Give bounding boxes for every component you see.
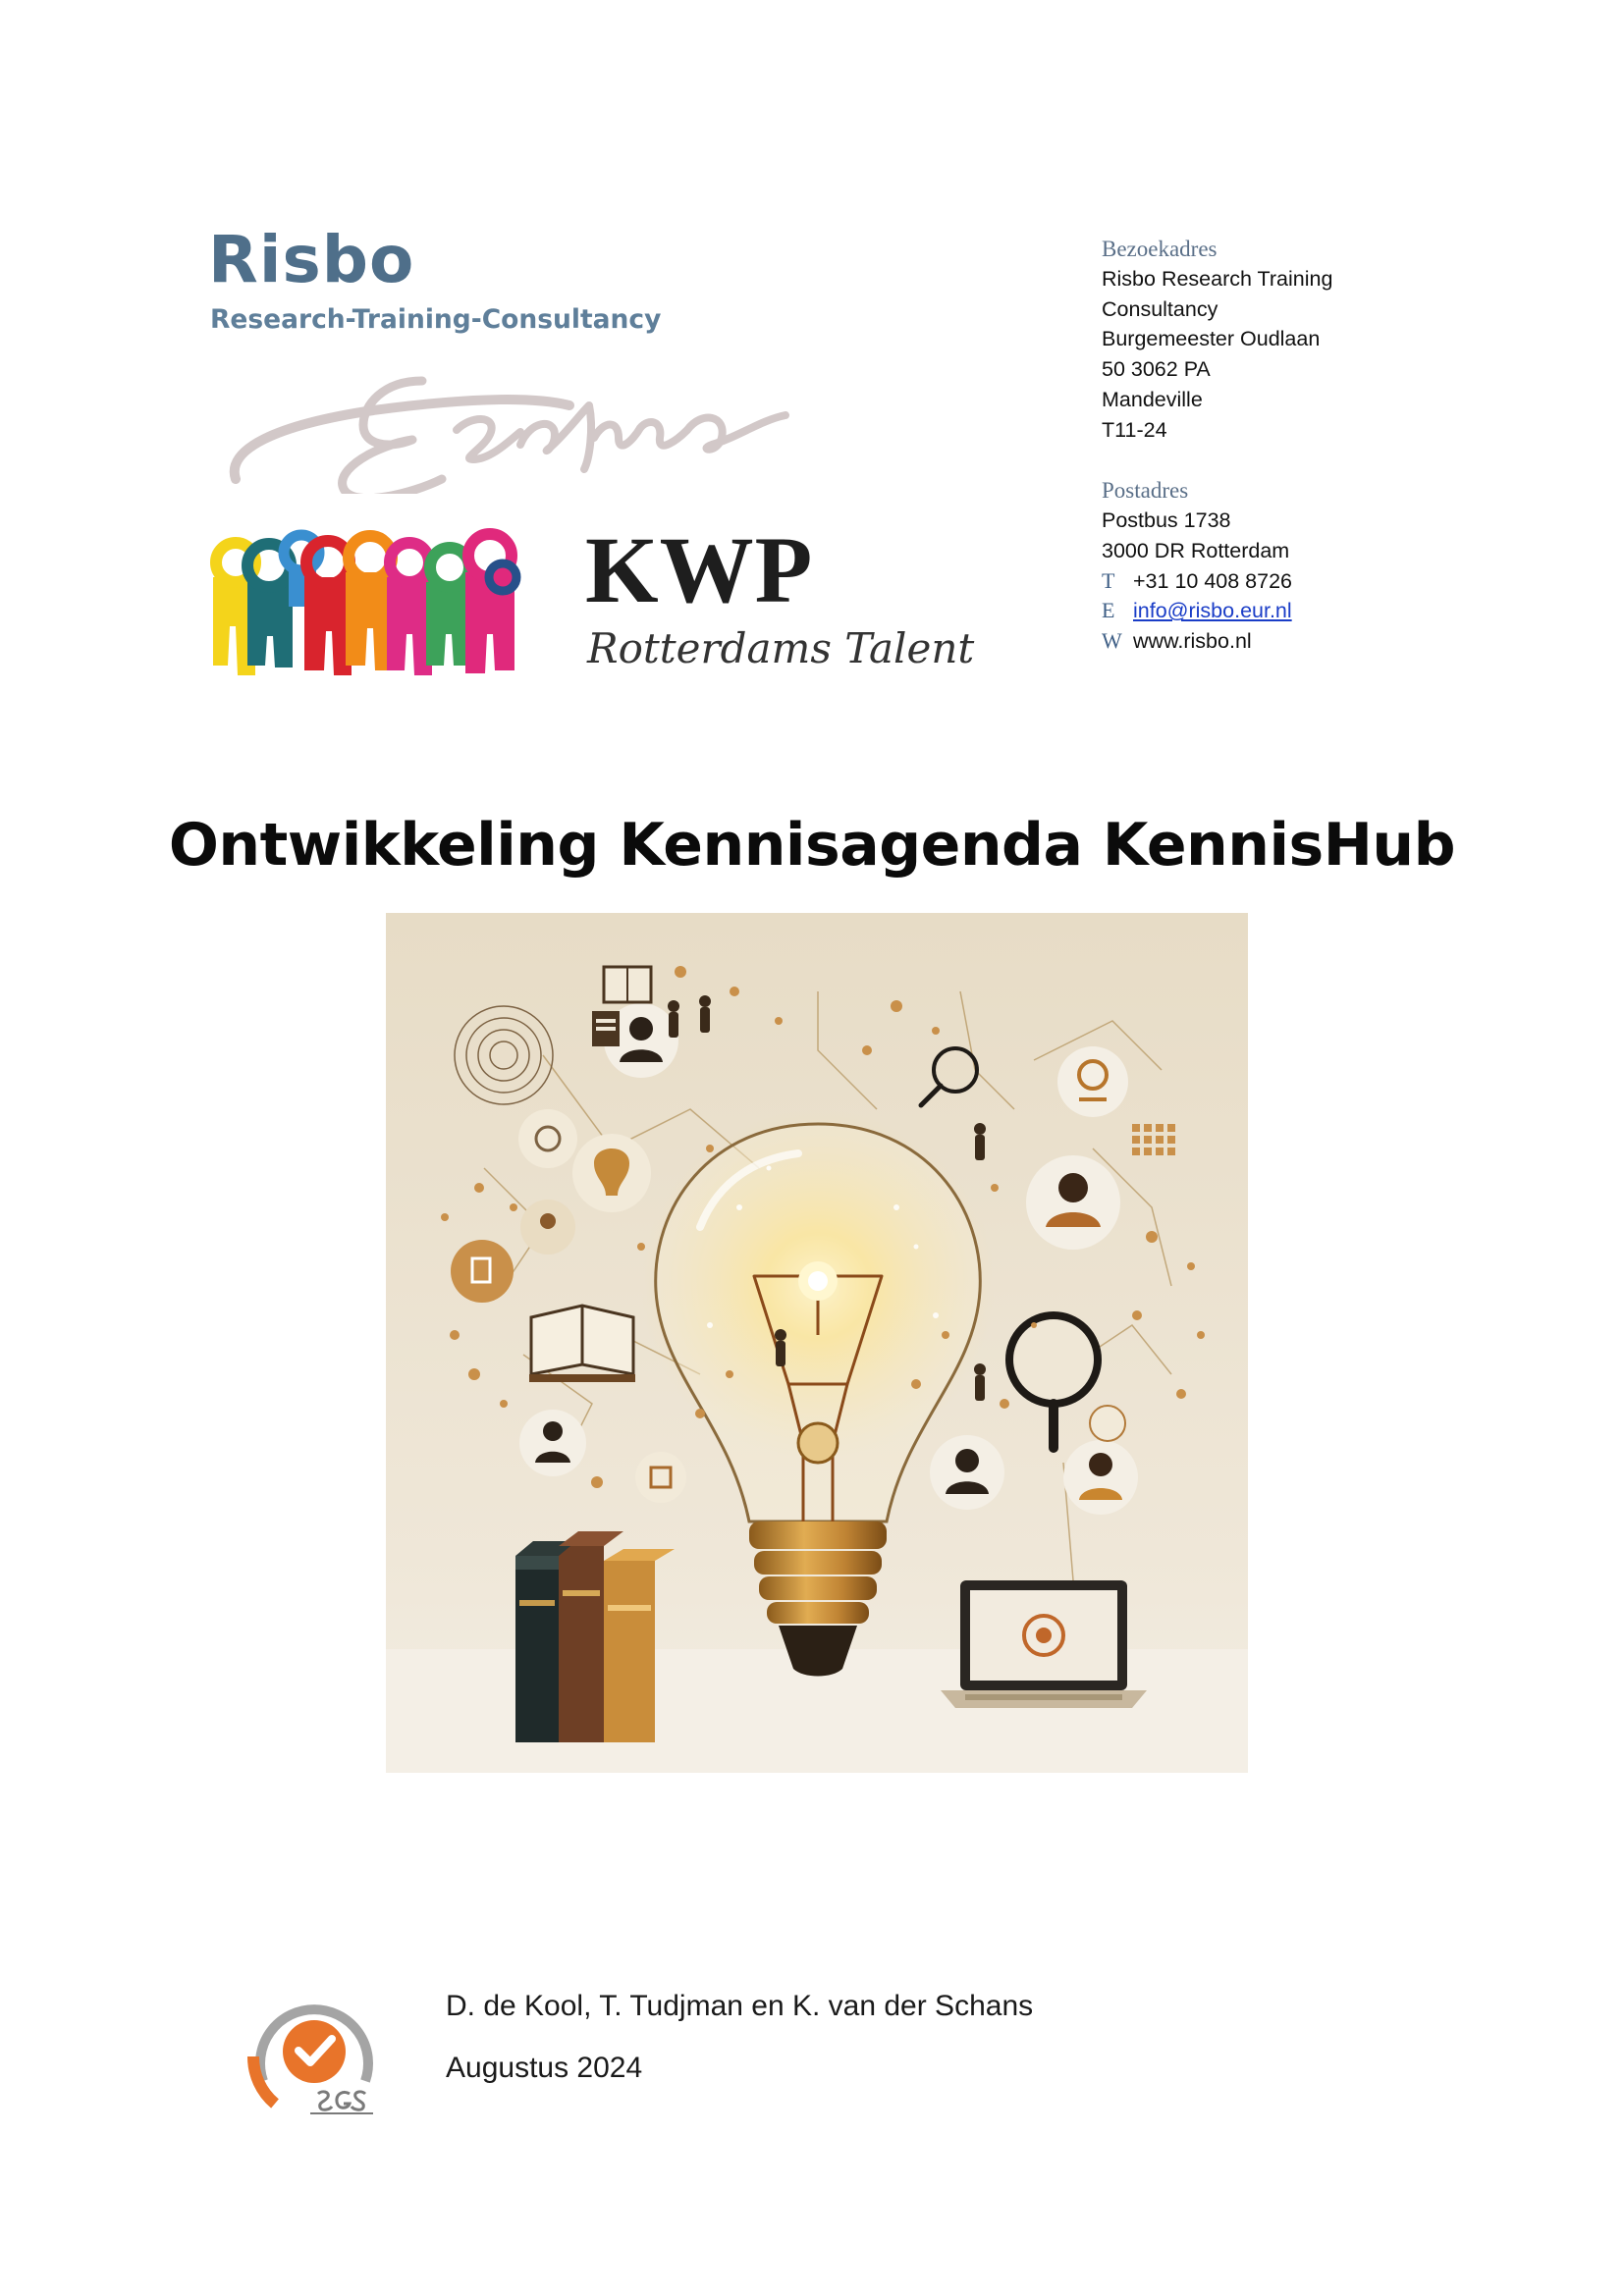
kwp-logo-tagline: Rotterdams Talent <box>587 624 975 672</box>
kwp-figures-logo <box>208 518 537 680</box>
phone-line <box>1102 566 1514 597</box>
email-line <box>1102 596 1514 626</box>
sgs-certification-badge <box>245 1988 383 2115</box>
visit-address-line: 50 3062 PA <box>1102 357 1211 382</box>
postal-address-line: Postbus 1738 <box>1102 508 1231 533</box>
address-block <box>1102 234 1514 657</box>
visit-address-line: Risbo Research Training <box>1102 267 1333 291</box>
erasmus-signature-mark <box>216 322 805 494</box>
risbo-logo-name: Risbo <box>208 222 415 297</box>
visit-address-line: Burgemeester Oudlaan <box>1102 327 1321 351</box>
cover-illustration <box>386 913 1248 1773</box>
kwp-logo-name: KWP <box>585 517 814 622</box>
visit-address-line: Consultancy <box>1102 296 1218 321</box>
document-date: Augustus 2024 <box>446 2052 643 2084</box>
visit-address-line: Mandeville <box>1102 387 1203 411</box>
phone-number: +31 10 408 8726 <box>1133 568 1293 593</box>
email-link[interactable]: info@risbo.eur.nl <box>1133 599 1292 623</box>
postal-address-heading: Postadres <box>1102 478 1189 504</box>
postal-address-line: 3000 DR Rotterdam <box>1102 538 1290 562</box>
phone-prefix: T <box>1102 567 1115 593</box>
risbo-logo-tagline: Research-Training-Consultancy <box>210 304 662 335</box>
document-authors: D. de Kool, T. Tudjman en K. van der Schans <box>446 1990 1034 2022</box>
visit-address-heading: Bezoekadres <box>1102 237 1218 261</box>
visit-address-line: T11-24 <box>1102 417 1167 442</box>
web-prefix: W <box>1102 628 1122 654</box>
document-title: Ontwikkeling Kennisagenda KennisHub <box>168 811 1456 880</box>
web-address: www.risbo.nl <box>1133 629 1252 654</box>
email-prefix: E <box>1102 598 1115 623</box>
risbo-logo <box>208 224 797 489</box>
web-line <box>1102 626 1514 657</box>
